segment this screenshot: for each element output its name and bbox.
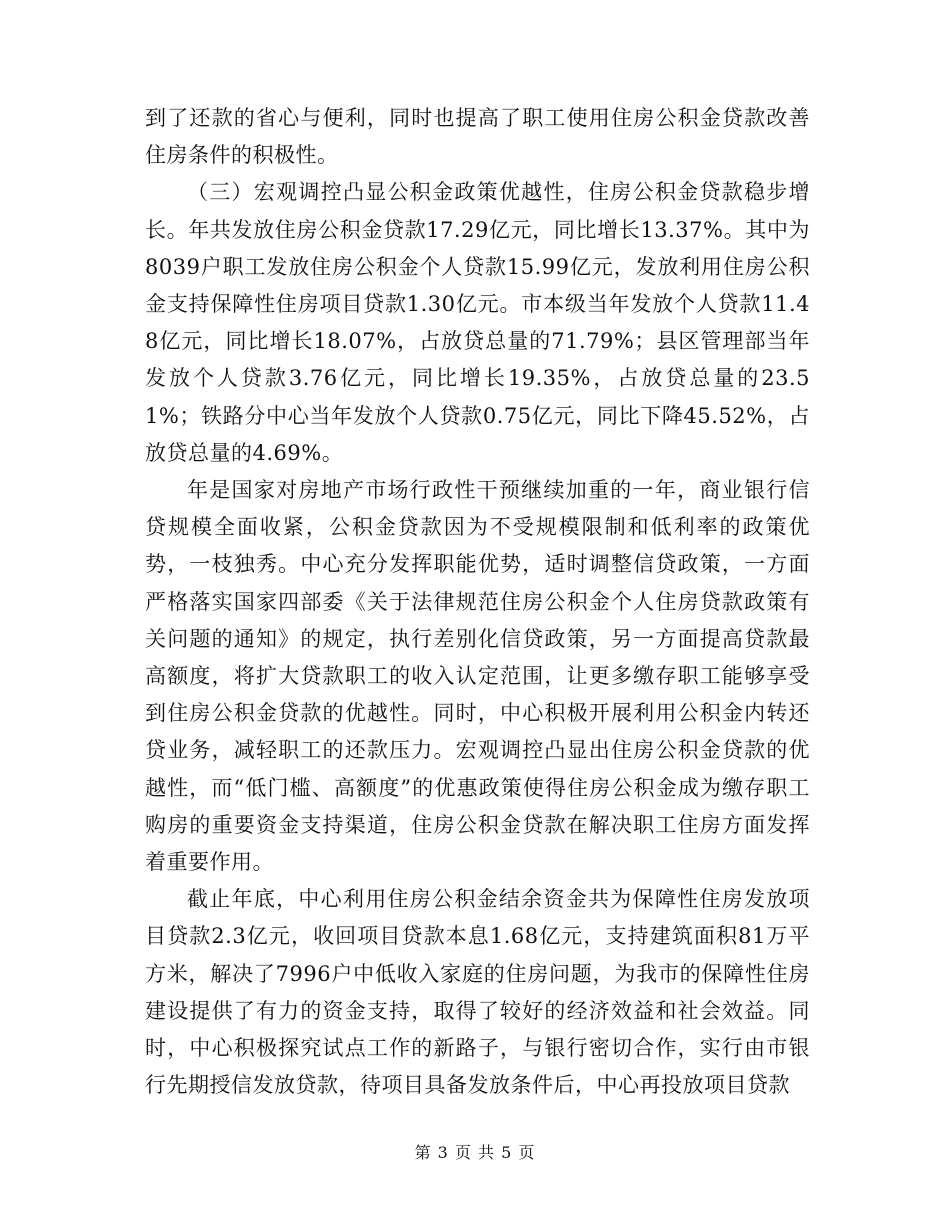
document-body [145, 100, 810, 1104]
page-footer: 第 3 页 共 5 页 [414, 1143, 536, 1162]
paragraph-3: 年是国家对房地产市场行政性干预继续加重的一年，商业银行信贷规模全面收紧，公积金贷款因为不受规模限制和低利率的政策优势，一枝独秀。中心充分发挥职能优势，适时调整信贷政策，一方面严格落实国家四部委《关于法律规范住房公积金个人住房贷款政策有关问题的通知》的规定，执行差别化信贷政策，另一方面提高贷款最高额度，将扩大贷款职工的收入认定范围，让更多缴存职工能够享受到住房公积金贷款的优越性。同时，中心积极开展利用公积金内转还贷业务，减轻职工的还款压力。宏观调控凸显出住房公积金贷款的优越性，而“低门槛、高额度”的优惠政策使得住房公积金成为缴存职工购房的重要资金支持渠道，住房公积金贷款在解决职工住房方面发挥着重要作用。 [145, 478, 810, 875]
paragraph-4: 截止年底，中心利用住房公积金结余资金共为保障性住房发放项目贷款2.3亿元，收回项目贷款本息1.68亿元，支持建筑面积81万平方米，解决了7996户中低收入家庭的住房问题，为我市的保障性住房建设提供了有力的资金支持，取得了较好的经济效益和社会效益。同时，中心积极探究试点工作的新路子，与银行密切合作，实行由市银行先期授信发放贷款，待项目具备发放条件后，中心再投放项目贷款 [145, 887, 810, 1098]
paragraph-2: （三）宏观调控凸显公积金政策优越性，住房公积金贷款稳步增长。年共发放住房公积金贷款17.29亿元，同比增长13.37%。其中为8039户职工发放住房公积金个人贷款15.99亿元，发放利用住房公积金支持保障性住房项目贷款1.30亿元。市本级当年发放个人贷款11.48亿元，同比增长18.07%，占放贷总量的71.79%；县区管理部当年发放个人贷款3.76亿元，同比增长19.35%，占放贷总量的23.51%；铁路分中心当年发放个人贷款0.75亿元，同比下降45.52%，占放贷总量的4.69%。 [145, 180, 810, 465]
paragraph-1: 到了还款的省心与便利，同时也提高了职工使用住房公积金贷款改善住房条件的积极性。 [145, 106, 810, 168]
